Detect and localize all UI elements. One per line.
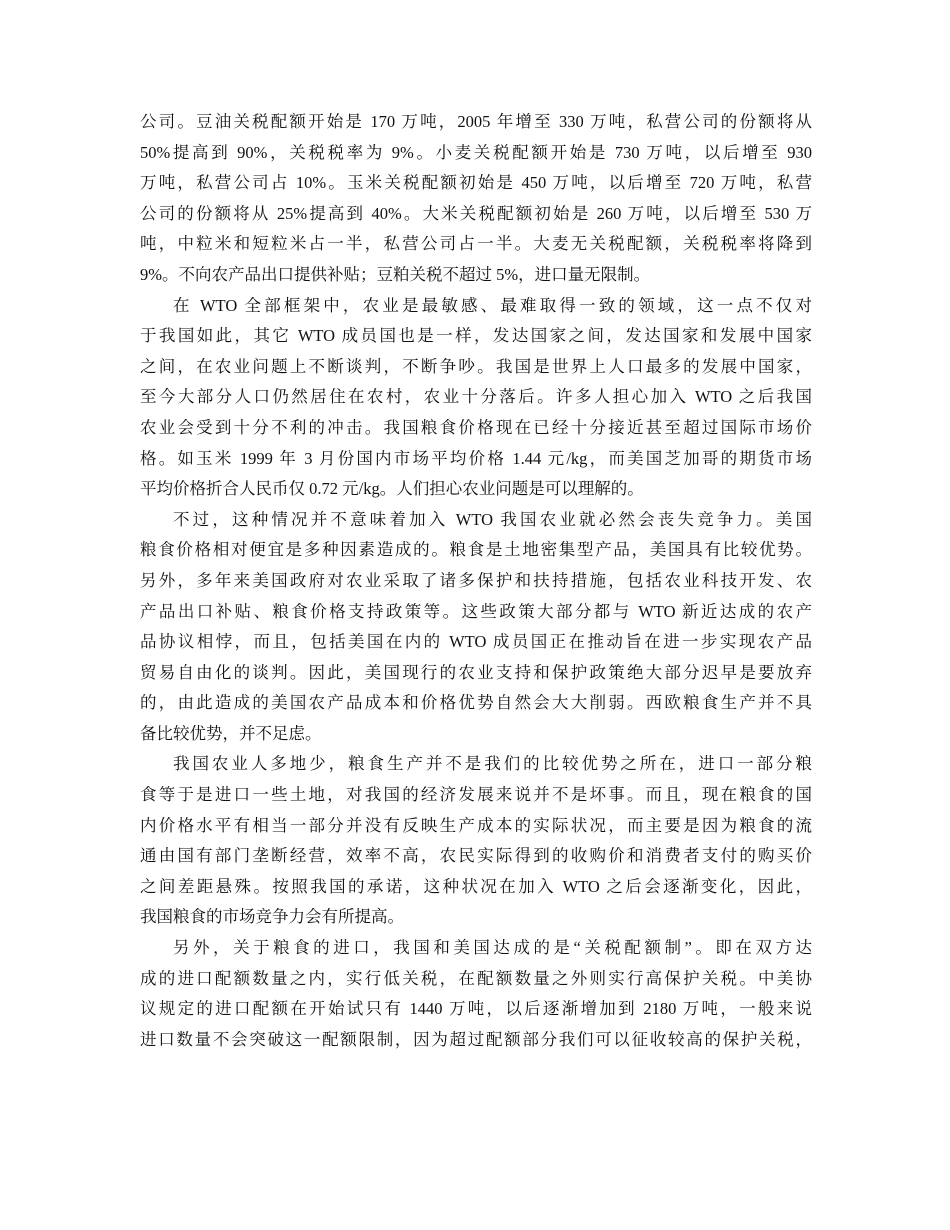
document-body <box>140 107 812 1055</box>
paragraph-line: 成的进口配额数量之内，实行低关税，在配额数量之外则实行高保护关税。中美协 <box>140 968 812 988</box>
paragraph-line: 公司。豆油关税配额开始是 170 万吨，2005 年增至 330 万吨，私营公司的份额将从 <box>140 112 812 131</box>
paragraph-line: 9%。不向农产品出口提供补贴；豆粕关税不超过 5%，进口量无限制。 <box>140 264 651 284</box>
paragraph-line: 我国粮食的市场竞争力会有所提高。 <box>140 907 404 927</box>
paragraph-line: 进口数量不会突破这一配额限制，因为超过配额部分我们可以征收较高的保护关税， <box>140 1029 812 1049</box>
paragraph-first-line: 在 WTO 全部框架中，农业是最敏感、最难取得一致的领域，这一点不仅对 <box>173 295 812 315</box>
paragraph-line: 议规定的进口配额在开始试只有 1440 万吨，以后逐渐增加到 2180 万吨，一般来说 <box>140 999 812 1019</box>
paragraph-line: 格。如玉米 1999 年 3 月份国内市场平均价格 1.44 元/kg，而美国芝加哥的期货市场 <box>140 448 812 468</box>
paragraph-line: 通由国有部门垄断经营，效率不高，农民实际得到的收购价和消费者支付的购买价 <box>140 846 812 866</box>
paragraph-line: 另外，多年来美国政府对农业采取了诸多保护和扶持措施，包括农业科技开发、农 <box>140 570 812 590</box>
paragraph-line: 产品出口补贴、粮食价格支持政策等。这些政策大部分都与 WTO 新近达成的农产 <box>140 601 812 621</box>
paragraph-line: 的，由此造成的美国农产品成本和价格优势自然会大大削弱。西欧粮食生产并不具 <box>140 693 812 713</box>
paragraph-line: 于我国如此，其它 WTO 成员国也是一样，发达国家之间，发达国家和发展中国家 <box>140 326 812 346</box>
paragraph-line: 平均价格折合人民币仅 0.72 元/kg。人们担心农业问题是可以理解的。 <box>140 479 644 499</box>
paragraph-line: 公司的份额将从 25%提高到 40%。大米关税配额初始是 260 万吨，以后增至 530 万 <box>140 203 812 223</box>
paragraph-line: 粮食价格相对便宜是多种因素造成的。粮食是土地密集型产品，美国具有比较优势。 <box>140 540 812 560</box>
paragraph-line: 贸易自由化的谈判。因此，美国现行的农业支持和保护政策绝大部分迟早是要放弃 <box>140 662 812 682</box>
paragraph-first-line: 另外，关于粮食的进口，我国和美国达成的是“关税配额制”。即在双方达 <box>173 938 812 958</box>
paragraph-line: 之间差距悬殊。按照我国的承诺，这种状况在加入 WTO 之后会逐渐变化，因此， <box>140 876 812 896</box>
paragraph-line: 吨，中粒米和短粒米占一半，私营公司占一半。大麦无关税配额，关税税率将降到 <box>140 234 812 254</box>
paragraph-first-line: 我国农业人多地少，粮食生产并不是我们的比较优势之所在，进口一部分粮 <box>173 754 812 774</box>
paragraph-line: 至今大部分人口仍然居住在农村，农业十分落后。许多人担心加入 WTO 之后我国 <box>140 387 812 407</box>
paragraph-first-line: 不过，这种情况并不意味着加入 WTO 我国农业就必然会丧失竞争力。美国 <box>173 509 812 529</box>
paragraph-line: 备比较优势，并不足虑。 <box>140 723 322 743</box>
paragraph-line: 50%提高到 90%，关税税率为 9%。小麦关税配额开始是 730 万吨，以后增至 930 <box>140 142 812 162</box>
paragraph-line: 内价格水平有相当一部分并没有反映生产成本的实际状况，而主要是因为粮食的流 <box>140 815 812 835</box>
paragraph-line: 万吨，私营公司占 10%。玉米关税配额初始是 450 万吨，以后增至 720 万吨，私营 <box>140 173 812 193</box>
paragraph-line: 品协议相悖，而且，包括美国在内的 WTO 成员国正在推动旨在进一步实现农产品 <box>140 632 812 652</box>
paragraph-line: 之间，在农业问题上不断谈判，不断争吵。我国是世界上人口最多的发展中国家， <box>140 356 812 376</box>
paragraph-line: 农业会受到十分不利的冲击。我国粮食价格现在已经十分接近甚至超过国际市场价 <box>140 417 812 437</box>
paragraph-line: 食等于是进口一些土地，对我国的经济发展来说并不是坏事。而且，现在粮食的国 <box>140 785 812 805</box>
